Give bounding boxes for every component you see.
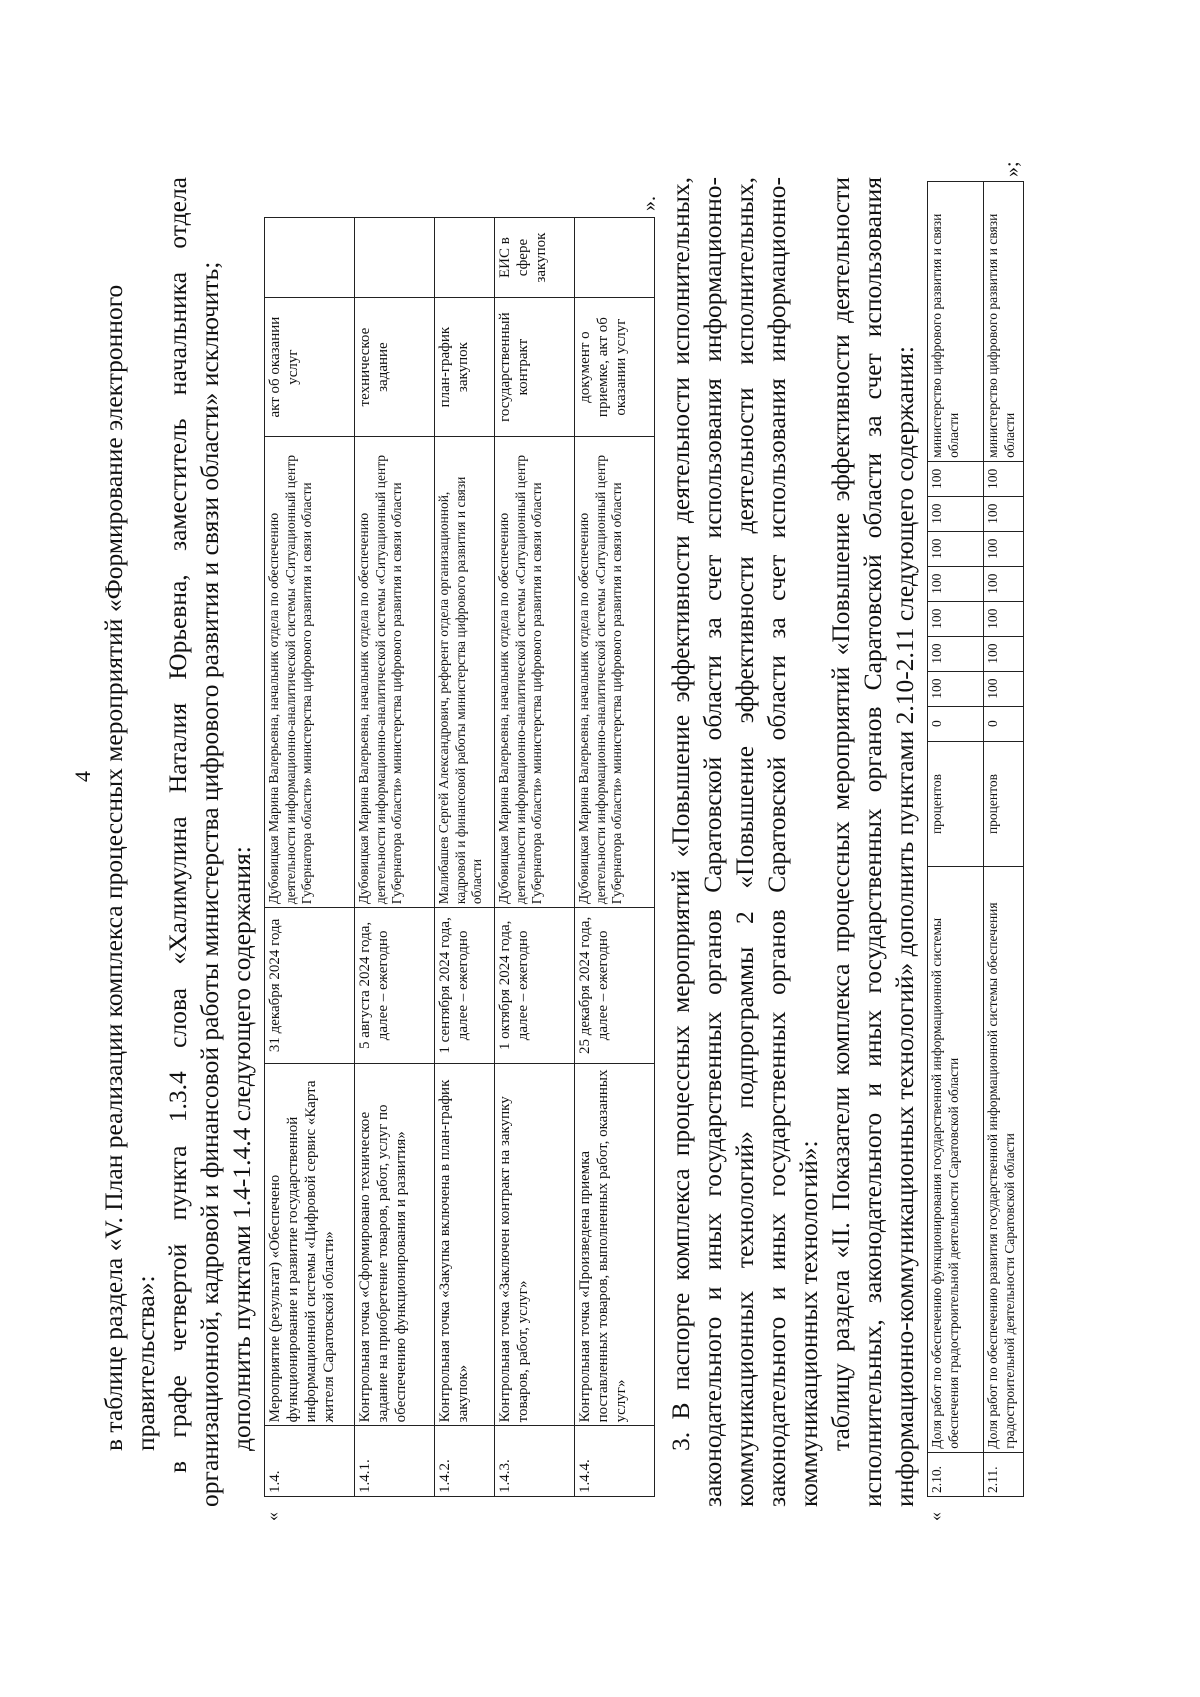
para3-line1: таблицу раздела «II. Показатели комплекса процессных мероприятий «Повышение эффективности деятельности <box>826 177 855 1451</box>
event-document: государственный контракт <box>495 298 575 437</box>
row-number: 1.4.4. <box>575 1426 655 1497</box>
row-number: 1.4.3. <box>495 1426 575 1497</box>
plan-table <box>264 217 655 1497</box>
event-date: 1 октября 2024 года, далее – ежегодно <box>495 908 575 1063</box>
event-document: акт об оказании услуг <box>265 298 355 437</box>
indicator-value: 100 <box>984 671 1024 706</box>
open-quote: « <box>925 1512 945 1521</box>
indicator-value: 100 <box>984 566 1024 601</box>
table-row <box>435 218 495 1497</box>
indicator-value: 100 <box>984 496 1024 531</box>
document-body <box>40 161 1034 1521</box>
indicator-value: 100 <box>984 461 1024 496</box>
indicator-unit: процентов <box>928 741 984 867</box>
indicator-value: 0 <box>928 706 984 741</box>
event-date: 25 декабря 2024 года, далее – ежегодно <box>575 908 655 1063</box>
para3-line2: исполнительных, законодательного и иных государственных органов Саратовской области за счет использования <box>858 177 887 1507</box>
para1-line4: дополнить пунктами 1.4-1.4.4 следующего содержания: <box>227 846 256 1451</box>
event-date: 1 сентября 2024 года, далее – ежегодно <box>435 908 495 1063</box>
row-number: 1.4. <box>265 1426 355 1497</box>
event-document: техническое задание <box>355 298 435 437</box>
page-number: 4 <box>70 771 95 782</box>
event-responsible: Малибашев Сергей Александрович, референт отдела организационной, кадровой и финансовой работы министерства цифрового развития и связи области <box>435 437 495 908</box>
row-number: 2.10. <box>928 1452 984 1496</box>
event-system: ЕИС в сфере закупок <box>495 218 575 298</box>
row-number: 1.4.1. <box>355 1426 435 1497</box>
row-number: 2.11. <box>984 1452 1024 1496</box>
event-responsible: Дубовицкая Марина Валерьевна, начальник отдела по обеспечению деятельности информационно-аналитической системы «Ситуационный центр Губернатора области» министерства цифрового развития и связи области <box>495 437 575 908</box>
indicator-value: 100 <box>928 636 984 671</box>
para1-line1: в таблице раздела «V. План реализации комплекса процессных мероприятий «Формирование электронного правительства»: <box>99 284 160 1451</box>
indicator-value: 100 <box>984 531 1024 566</box>
para2-line1: 3. В паспорте комплекса процессных мероприятий «Повышение эффективности деятельности исполнительных, <box>666 177 695 1451</box>
para2-line4: законодательного и иных государственных органов Саратовской области за счет использования информационно- <box>762 177 791 1507</box>
event-system <box>355 218 435 298</box>
para2-line2: законодательного и иных государственных органов Саратовской области за счет использования информационно- <box>698 177 727 1507</box>
indicator-value: 100 <box>928 461 984 496</box>
indicator-responsible: министерство цифрового развития и связи области <box>984 182 1024 462</box>
table-row <box>575 218 655 1497</box>
para2-line3: коммуникационных технологий» подпрограммы 2 «Повышение эффективности деятельности исполнительных, <box>730 177 759 1507</box>
event-title: Контрольная точка «Закупка включена в план-график закупок» <box>435 1063 495 1426</box>
indicator-name: Доля работ по обеспечению развития государственной информационной системы обеспечения градостроительной деятельности Саратовской области <box>984 867 1024 1452</box>
indicator-value: 100 <box>928 531 984 566</box>
event-title: Мероприятие (результат) «Обеспечено функционирование и развитие государственной информационной системы «Цифровой сервис «Карта жителя Саратовской области» <box>265 1063 355 1426</box>
indicator-unit: процентов <box>984 741 1024 867</box>
table-row <box>984 182 1024 1497</box>
event-system <box>265 218 355 298</box>
event-system <box>435 218 495 298</box>
indicator-value: 100 <box>984 636 1024 671</box>
open-quote: « <box>262 1512 282 1521</box>
indicator-value: 100 <box>928 671 984 706</box>
event-responsible: Дубовицкая Марина Валерьевна, начальник отдела по обеспечению деятельности информационно-аналитической системы «Ситуационный центр Губернатора области» министерства цифрового развития и связи области <box>355 437 435 908</box>
para3-line3: информационно-коммуникационных технологий» дополнить пунктами 2.10-2.11 следующего содержания: <box>890 346 919 1507</box>
event-document: план-график закупок <box>435 298 495 437</box>
indicator-value: 100 <box>984 601 1024 636</box>
indicator-value: 100 <box>928 566 984 601</box>
indicator-name: Доля работ по обеспечению функционирования государственной информационной системы обеспечения градостроительной деятельности Саратовской области <box>928 867 984 1452</box>
table-row <box>355 218 435 1497</box>
indicator-responsible: министерство цифрового развития и связи области <box>928 182 984 462</box>
event-system <box>575 218 655 298</box>
event-title: Контрольная точка «Произведена приемка поставленных товаров, выполненных работ, оказанных услуг» <box>575 1063 655 1426</box>
event-date: 31 декабря 2024 года <box>265 908 355 1063</box>
event-title: Контрольная точка «Заключен контракт на закупку товаров, работ, услуг» <box>495 1063 575 1426</box>
event-responsible: Дубовицкая Марина Валерьевна, начальник отдела по обеспечению деятельности информационно-аналитической системы «Ситуационный центр Губернатора области» министерства цифрового развития и связи области <box>265 437 355 908</box>
event-date: 5 августа 2024 года, далее – ежегодно <box>355 908 435 1063</box>
indicator-value: 100 <box>928 496 984 531</box>
row-number: 1.4.2. <box>435 1426 495 1497</box>
table-row <box>928 182 984 1497</box>
indicator-table-wrapper <box>925 161 1024 1521</box>
indicator-value: 100 <box>928 601 984 636</box>
indicator-table <box>927 181 1024 1497</box>
table-row <box>495 218 575 1497</box>
para1-line3: организационной, кадровой и финансовой работы министерства цифрового развития и связи области» исключить; <box>195 261 224 1507</box>
plan-table-wrapper <box>262 177 660 1521</box>
event-title: Контрольная точка «Сформировано техническое задание на приобретение товаров, работ, услуг по обеспечению функционирования и развития» <box>355 1063 435 1426</box>
close-quote: ». <box>638 196 660 211</box>
indicator-value: 0 <box>984 706 1024 741</box>
event-document: документ о приемке, акт об оказании услуг <box>575 298 655 437</box>
close-quote: »; <box>1001 161 1023 177</box>
event-responsible: Дубовицкая Марина Валерьевна, начальник отдела по обеспечению деятельности информационно-аналитической системы «Ситуационный центр Губернатора области» министерства цифрового развития и связи области <box>575 437 655 908</box>
table-row <box>265 218 355 1497</box>
para1-line2: в графе четвертой пункта 1.3.4 слова «Халимулина Наталия Юрьевна, заместитель начальника отдела <box>163 177 192 1473</box>
para2-line5: коммуникационных технологий»: <box>794 1140 823 1507</box>
